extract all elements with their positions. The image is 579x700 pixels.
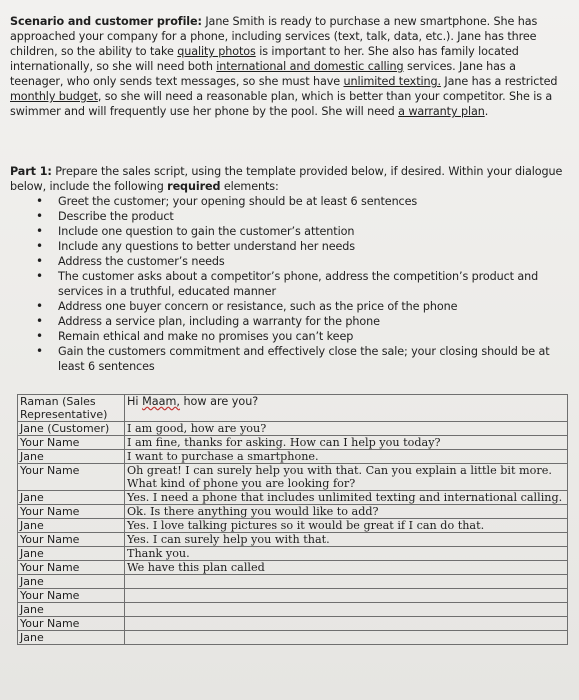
profile-label: Scenario and customer profile: — [10, 15, 202, 28]
speaker-cell: Jane — [18, 491, 125, 505]
profile-text-4: Jane has a restricted — [440, 75, 558, 88]
greeting-pre: Hi — [127, 395, 143, 408]
speaker-cell: Raman (Sales Representative) — [18, 395, 125, 422]
profile-underline-warranty: a warranty plan — [398, 105, 485, 118]
greeting-misspelled-word: Maam, — [142, 395, 180, 408]
requirement-item: • Address the customer’s needs — [30, 254, 568, 269]
speaker-cell: Your Name — [18, 464, 125, 491]
dialogue-cell: Thank you. — [125, 547, 568, 561]
speaker-cell: Your Name — [18, 617, 125, 631]
table-row — [18, 533, 568, 547]
dialogue-cell: Oh great! I can surely help you with that. Can you explain a little bit more. What kind of phone you are looking for? — [125, 464, 568, 491]
table-row — [18, 631, 568, 645]
requirement-item: • Describe the product — [30, 209, 568, 224]
part1-label: Part 1: — [10, 165, 52, 178]
table-row — [18, 464, 568, 491]
part1-text-1: Prepare the sales script, using the template provided below, if desired. Within your dialogue below, include the following — [10, 165, 563, 193]
dialogue-cell: Yes. I can surely help you with that. — [125, 533, 568, 547]
dialogue-cell — [125, 589, 568, 603]
dialogue-table — [17, 394, 568, 645]
requirement-item: • The customer asks about a competitor’s phone, address the competition’s product and services in a truthful, educated manner — [30, 269, 568, 299]
speaker-cell: Your Name — [18, 505, 125, 519]
requirement-item: • Address one buyer concern or resistance, such as the price of the phone — [30, 299, 568, 314]
speaker-cell: Your Name — [18, 589, 125, 603]
profile-text-3: services. Jane has a teenager, who only sends text messages, so she must have — [10, 60, 516, 88]
table-row — [18, 450, 568, 464]
part1-intro — [10, 164, 568, 194]
speaker-cell: Jane (Customer) — [18, 422, 125, 436]
profile-text-2: is important to her. She also has family located internationally, so she will need both — [10, 45, 519, 73]
profile-underline-calling: international and domestic calling — [216, 60, 404, 73]
greeting-post: how are you? — [179, 395, 259, 408]
requirements-list — [10, 194, 568, 374]
table-row — [18, 575, 568, 589]
dialogue-cell: Ok. Is there anything you would like to add? — [125, 505, 568, 519]
table-row — [18, 436, 568, 450]
dialogue-cell — [125, 631, 568, 645]
speaker-cell: Jane — [18, 631, 125, 645]
profile-text-6: . — [484, 105, 489, 118]
dialogue-cell: Yes. I need a phone that includes unlimited texting and international calling. — [125, 491, 568, 505]
dialogue-cell — [125, 395, 568, 422]
profile-text-5: , so she will need a reasonable plan, which is better than your competitor. She is a swimmer and will frequently use her phone by the pool. She will need — [10, 90, 553, 118]
requirement-item: • Gain the customers commitment and effectively close the sale; your closing should be at least 6 sentences — [30, 344, 568, 374]
part1-instructions — [10, 164, 568, 374]
dialogue-cell: Yes. I love talking pictures so it would be great if I can do that. — [125, 519, 568, 533]
requirement-item: • Greet the customer; your opening should be at least 6 sentences — [30, 194, 568, 209]
profile-underline-texting: unlimited texting. — [343, 75, 441, 88]
table-row — [18, 519, 568, 533]
scenario-profile — [10, 14, 568, 119]
profile-underline-quality-photos: quality photos — [177, 45, 256, 58]
dialogue-cell: I am fine, thanks for asking. How can I help you today? — [125, 436, 568, 450]
speaker-cell: Jane — [18, 603, 125, 617]
speaker-cell: Your Name — [18, 561, 125, 575]
requirement-item: • Include any questions to better understand her needs — [30, 239, 568, 254]
part1-required: required — [167, 180, 221, 193]
table-row — [18, 395, 568, 422]
part1-text-2: elements: — [220, 180, 279, 193]
speaker-cell: Jane — [18, 575, 125, 589]
profile-text-1: Jane Smith is ready to purchase a new smartphone. She has approached your company for a phone, including services (text, talk, data, etc.). Jane has three children, so the ability to take — [10, 15, 538, 58]
table-row — [18, 505, 568, 519]
dialogue-cell — [125, 603, 568, 617]
dialogue-cell: We have this plan called — [125, 561, 568, 575]
speaker-cell: Jane — [18, 547, 125, 561]
requirement-item: • Remain ethical and make no promises you can’t keep — [30, 329, 568, 344]
table-row — [18, 589, 568, 603]
table-row — [18, 422, 568, 436]
requirement-item: • Address a service plan, including a warranty for the phone — [30, 314, 568, 329]
speaker-cell: Your Name — [18, 436, 125, 450]
dialogue-cell — [125, 575, 568, 589]
table-row — [18, 561, 568, 575]
speaker-cell: Jane — [18, 450, 125, 464]
speaker-cell: Jane — [18, 519, 125, 533]
dialogue-cell: I want to purchase a smartphone. — [125, 450, 568, 464]
table-row — [18, 617, 568, 631]
table-row — [18, 547, 568, 561]
requirement-item: • Include one question to gain the customer’s attention — [30, 224, 568, 239]
dialogue-cell — [125, 617, 568, 631]
dialogue-cell: I am good, how are you? — [125, 422, 568, 436]
profile-underline-budget: monthly budget — [10, 90, 98, 103]
speaker-cell: Your Name — [18, 533, 125, 547]
table-row — [18, 603, 568, 617]
table-row — [18, 491, 568, 505]
